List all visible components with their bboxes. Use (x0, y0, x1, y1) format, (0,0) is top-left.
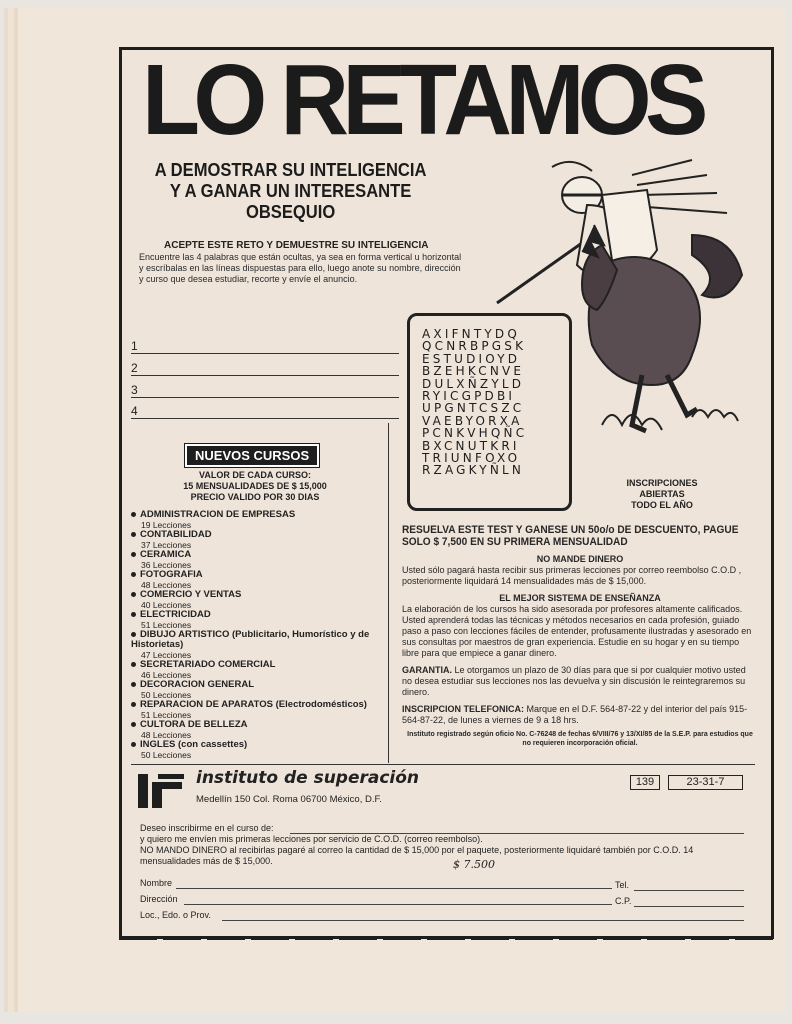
course-lessons: 51 Lecciones (141, 620, 192, 630)
price-line: VALOR DE CADA CURSO: (199, 470, 311, 480)
answer-number: 2 (131, 361, 138, 375)
course-item (131, 610, 381, 630)
puzzle-row: RZAGKYÑLN (422, 463, 525, 478)
phone-registration (402, 704, 758, 726)
direccion-label: Dirección (140, 894, 178, 904)
puzzle-row: DULXÑZYLD (422, 376, 525, 391)
course-name: ELECTRICIDAD (140, 609, 211, 620)
tel-input-line[interactable] (634, 890, 744, 891)
cp-input-line[interactable] (634, 906, 744, 907)
answer-number: 1 (131, 339, 138, 353)
no-money-text: Usted sólo pagará hasta recibir sus primeras lecciones por correo reembolso C.O.D , posteriormente liquidará 14 mensualidades más de $ 15,000. (402, 565, 742, 586)
inscriptions-line: TODO EL AÑO (631, 500, 693, 510)
direccion-input-line[interactable] (184, 904, 612, 905)
system-text: La elaboración de los cursos ha sido asesorada por profesores altamente calificados. Usted aprenderá todas las técnicas y métodos necesarios en cada profesión, guiado paso a paso con lecciones fáciles de entender, profusamente ilustradas y asesorado en sus consultas por maestros de gran experiencia. Estudie en su hogar y en su tiempo libre para que empiece a ganar dinero. (402, 604, 752, 658)
institute-address: Medellín 150 Col. Roma 06700 México, D.F. (196, 794, 382, 805)
course-name: CERAMICA (140, 549, 192, 560)
course-list (131, 510, 381, 760)
institute-name: instituto de superación (196, 768, 420, 788)
puzzle-row: QCNRBPGSK (422, 339, 527, 354)
inscriptions-line: ABIERTAS (639, 489, 685, 499)
headline: LO RETAMOS (142, 44, 702, 156)
price-info (160, 470, 350, 503)
course-name: CULTORA DE BELLEZA (140, 719, 248, 730)
puzzle-row: ESTUDIOYD (422, 351, 521, 366)
new-courses-badge: NUEVOS CURSOS (185, 444, 319, 467)
answer-line-4[interactable] (131, 405, 399, 419)
course-lessons: 47 Lecciones (141, 650, 192, 660)
nombre-label: Nombre (140, 878, 173, 888)
answer-number: 4 (131, 404, 138, 418)
subheadline-line: Y A GANAR UN INTERESANTE (169, 181, 412, 201)
course-item (131, 550, 381, 570)
puzzle-row: RYICGPDBI (422, 389, 516, 404)
loc-input-line[interactable] (222, 920, 744, 921)
subheadline-line: OBSEQUIO (245, 202, 336, 222)
subheadline-line: A DEMOSTRAR SU INTELIGENCIA (154, 160, 427, 180)
subheadline (148, 160, 433, 223)
course-lessons: 48 Lecciones (141, 580, 192, 590)
course-item (131, 510, 381, 530)
course-name: DECORACION GENERAL (140, 679, 255, 690)
course-item (131, 700, 381, 720)
course-lessons: 51 Lecciones (141, 710, 192, 720)
answer-line-3[interactable] (131, 384, 399, 398)
course-item (131, 720, 381, 740)
course-name: FOTOGRAFIA (140, 569, 203, 580)
challenge-title: ACEPTE ESTE RETO Y DEMUESTRE SU INTELIGENCIA (164, 240, 429, 251)
puzzle-row: VAEBYORXA (422, 413, 523, 428)
course-name: SECRETARIADO COMERCIAL (140, 659, 276, 670)
offer-column (402, 524, 758, 748)
inscriptions-open (612, 478, 712, 511)
course-name: COMERCIO Y VENTAS (140, 589, 242, 600)
nombre-input-line[interactable] (176, 888, 612, 889)
price-line: 15 MENSUALIDADES DE $ 15,000 (183, 481, 327, 491)
price-line: PRECIO VALIDO POR 30 DIAS (190, 492, 320, 502)
cp-label: C.P. (615, 896, 632, 906)
course-lessons: 48 Lecciones (141, 730, 192, 740)
coupon-separator (131, 764, 755, 765)
system-title: EL MEJOR SISTEMA DE ENSEÑANZA (499, 593, 661, 603)
challenge-text: Encuentre las 4 palabras que están ocultas, ya sea en forma vertical u horizontal y escríbalas en las líneas dispuestas para ello, luego anote su nombre, dirección y curso que desea estudiar, recorte y envíe el anuncio. (139, 252, 462, 284)
knight-on-horse-illustration (492, 155, 754, 465)
answer-number: 3 (131, 383, 138, 397)
course-item (131, 740, 381, 760)
course-name: INGLES (con cassettes) (140, 739, 248, 750)
course-item (131, 530, 381, 550)
guarantee-text: Le otorgamos un plazo de 30 días para que si por cualquier motivo usted no desea estudiar sus lecciones nos las devuelva y sin discusión le reintegraremos su dinero. (402, 665, 746, 697)
course-name: ADMINISTRACION DE EMPRESAS (140, 509, 296, 520)
guarantee (402, 665, 758, 698)
puzzle-row: UPGNTCSZC (422, 401, 525, 416)
tel-label: Tel. (615, 880, 630, 890)
course-item (131, 660, 381, 680)
course-name: CONTABILIDAD (140, 529, 212, 540)
puzzle-row: BXCNUTKRI (422, 438, 520, 453)
column-divider (388, 423, 389, 763)
course-lessons: 50 Lecciones (141, 690, 192, 700)
form-text-line: NO MANDO DINERO al recibirlas pagaré al correo la cantidad de $ 15,000 por el paquete, posteriormente liquidaré también por C.O.D. 14 mensualidades más de $ 15,000. (140, 845, 694, 866)
course-lessons: 19 Lecciones (141, 520, 192, 530)
coupon-form (140, 823, 744, 867)
course-lessons: 37 Lecciones (141, 540, 192, 550)
handwritten-price: $ 7.500 (453, 858, 495, 871)
puzzle-row: TRIUNFOXO (422, 451, 521, 466)
no-money-title: NO MANDE DINERO (536, 554, 624, 564)
guarantee-label: GARANTIA. (402, 665, 452, 675)
puzzle-row: PCNKVHQÑC (422, 426, 528, 441)
code-box-2: 23-31-7 (668, 775, 743, 790)
course-lessons: 50 Lecciones (141, 750, 192, 760)
puzzle-row: BZEHKCNVE (422, 364, 525, 379)
course-name: DIBUJO ARTISTICO (Publicitario, Humorístico y de Historietas) (131, 629, 370, 650)
offer-title: RESUELVA ESTE TEST Y GANESE UN 50o/o DE DESCUENTO, PAGUE SOLO $ 7,500 EN SU PRIMERA MENSUALIDAD (402, 524, 739, 548)
answer-line-2[interactable] (131, 362, 399, 376)
course-lessons: 36 Lecciones (141, 560, 192, 570)
inscriptions-line: INSCRIPCIONES (626, 478, 698, 488)
institute-logo (138, 770, 186, 810)
course-lessons: 40 Lecciones (141, 600, 192, 610)
cut-line (119, 936, 774, 940)
course-name: REPARACION DE APARATOS (Electrodomésticos) (140, 699, 367, 710)
form-course-line: Deseo inscribirme en el curso de: (140, 823, 274, 833)
registry-note: Instituto registrado según oficio No. C-76248 de fechas 6/VIII/76 y 13/XI/85 de la S.E.P. para estudios que no requieren incorporación oficial. (407, 731, 753, 747)
loc-label: Loc., Edo. o Prov. (140, 910, 211, 920)
course-item (131, 630, 381, 660)
phone-text: Marque en el D.F. 564-87-22 y del interior del país 915-564-87-22, de lunes a viernes de 9 a 18 hrs. (402, 704, 748, 725)
course-item (131, 590, 381, 610)
puzzle-row: AXIFNTYDQ (422, 327, 520, 341)
code-box-1: 139 (630, 775, 660, 790)
phone-label: INSCRIPCION TELEFONICA: (402, 704, 525, 714)
course-item (131, 680, 381, 700)
course-lessons: 46 Lecciones (141, 670, 192, 680)
course-input-line[interactable] (290, 833, 744, 834)
course-item (131, 570, 381, 590)
form-text-line: y quiero me envíen mis primeras lecciones por servicio de C.O.D. (correo reembolso). (140, 834, 483, 844)
answer-line-1[interactable] (131, 340, 399, 354)
